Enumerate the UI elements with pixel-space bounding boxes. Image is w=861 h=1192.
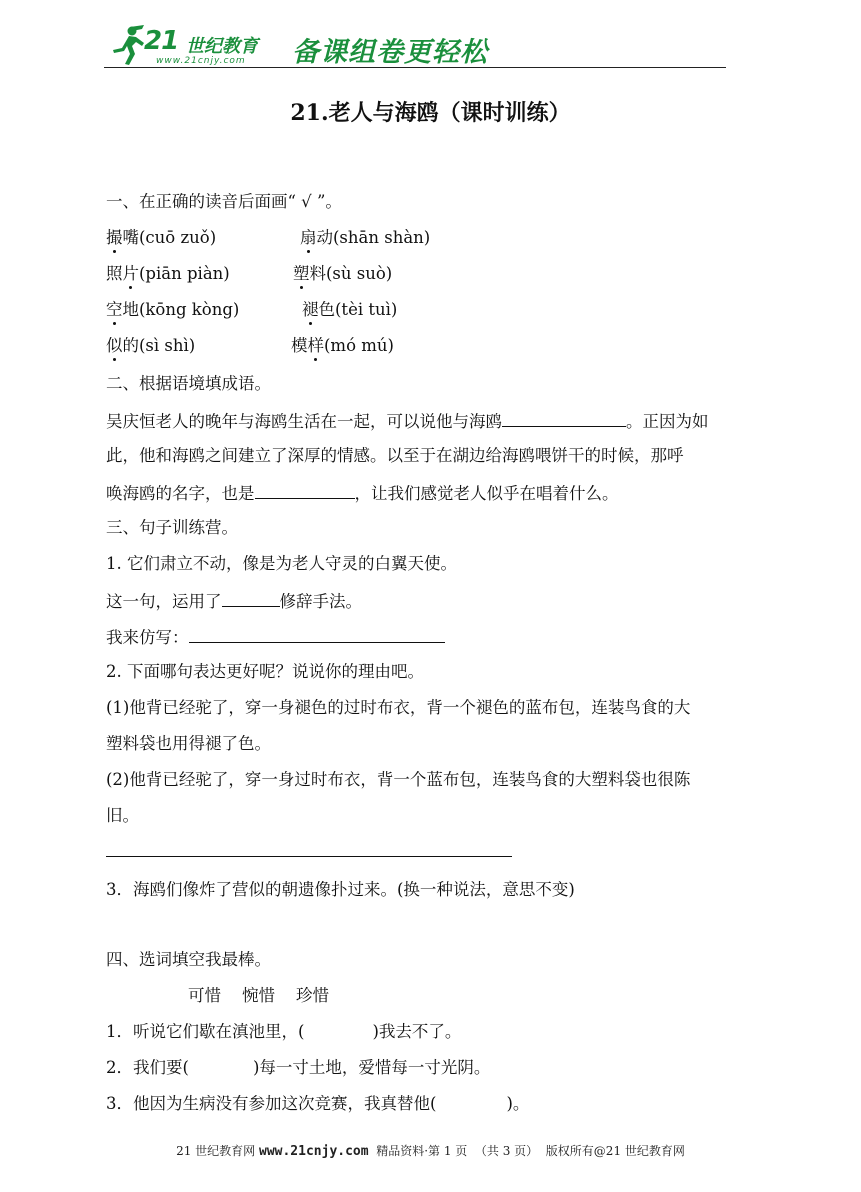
sentence-2-line-2: 旧。 — [106, 806, 139, 825]
sentence-1-line-1: (1)他背已经驼了，穿一身褪色的过时布衣，背一个褪色的蓝布包，连装鸟食的大 — [106, 698, 691, 717]
footer-right: 精品资料·第 1 页 （共 3 页） 版权所有@21 世纪教育网 — [368, 1144, 685, 1158]
answer-blank[interactable] — [502, 408, 626, 427]
page-footer — [0, 1142, 861, 1159]
section2-line-3 — [106, 480, 619, 506]
word-char: 嘴 — [122, 228, 139, 247]
word-options: 可惜 惋惜 珍惜 — [188, 986, 329, 1005]
text-fragment: 3．他因为生病没有参加这次竞赛，我真替他( — [106, 1094, 437, 1113]
runner-logo-icon — [108, 24, 146, 66]
dotted-char: 片 — [123, 262, 140, 286]
logo-number: 21 — [144, 26, 179, 56]
dotted-char: 样 — [308, 334, 325, 358]
pinyin-row-3-left — [106, 298, 239, 322]
fill-item-2 — [106, 1056, 490, 1080]
dotted-char: 似 — [106, 334, 123, 358]
word-char: 照 — [106, 264, 123, 283]
sentence-2-line-1: (2)他背已经驼了，穿一身过时布衣，背一个蓝布包，连装鸟食的大塑料袋也很陈 — [106, 770, 691, 789]
word-char: 的 — [122, 336, 139, 355]
text-fragment: 我来仿写： — [106, 628, 189, 647]
text-fragment: )。 — [506, 1094, 530, 1113]
text-fragment: 唤海鸥的名字，也是 — [106, 484, 255, 503]
text-fragment: 修辞手法。 — [279, 592, 362, 611]
answer-line[interactable] — [106, 856, 512, 857]
pinyin-options: (kōng kòng) — [139, 300, 240, 319]
section2-line-2: 此，他和海鸥之间建立了深厚的情感。以至于在湖边给海鸥喂饼干的时候，那呼 — [106, 446, 684, 465]
pinyin-options: (sì shì) — [139, 336, 196, 355]
answer-blank[interactable] — [222, 588, 280, 607]
logo-text: 世纪教育 — [186, 36, 258, 57]
logo-url: www.21cnjy.com — [156, 56, 246, 66]
text-fragment: 吴庆恒老人的晚年与海鸥生活在一起，可以说他与海鸥 — [106, 412, 502, 431]
word-char: 料 — [309, 264, 326, 283]
pinyin-options: (cuō zuǒ) — [139, 228, 217, 247]
pinyin-row-3-right — [302, 298, 397, 322]
section2-heading: 二、根据语境填成语。 — [106, 374, 271, 393]
pinyin-options: (mó mú) — [324, 336, 394, 355]
header-slogan: 备课组卷更轻松 — [292, 37, 488, 68]
pinyin-row-4-left — [106, 334, 195, 358]
text-fragment: 。正因为如 — [626, 412, 709, 431]
dotted-char: 褪 — [302, 298, 319, 322]
pinyin-row-1-right — [300, 226, 430, 250]
pinyin-row-2-right — [293, 262, 392, 286]
dotted-char: 扇 — [300, 226, 317, 250]
page-title: 21.老人与海鸥（课时训练） — [290, 100, 571, 126]
section3-heading: 三、句子训练营。 — [106, 518, 238, 537]
pinyin-options: (sù suò) — [326, 264, 393, 283]
footer-left: 21 世纪教育网 — [176, 1144, 259, 1158]
word-char: 地 — [122, 300, 139, 319]
answer-blank[interactable] — [189, 624, 445, 643]
footer-site-link[interactable]: www.21cnjy.com — [259, 1144, 369, 1159]
page-header — [104, 22, 726, 70]
question-1-answer — [106, 588, 362, 614]
header-divider — [104, 67, 726, 68]
section1-heading: 一、在正确的读音后面画“ √ ”。 — [106, 192, 342, 211]
word-char: 动 — [316, 228, 333, 247]
pinyin-row-4-right — [291, 334, 394, 358]
dotted-char: 撮 — [106, 226, 123, 250]
word-char: 色 — [318, 300, 335, 319]
dotted-char: 空 — [106, 298, 123, 322]
question-3: 3．海鸥们像炸了营似的朝遗像扑过来。(换一种说法，意思不变) — [106, 880, 575, 899]
pinyin-row-1-left — [106, 226, 216, 250]
pinyin-row-2-left — [106, 262, 230, 286]
pinyin-options: (piān piàn) — [139, 264, 230, 283]
text-fragment: 这一句，运用了 — [106, 592, 222, 611]
fill-item-1 — [106, 1020, 461, 1044]
question-1: 1. 它们肃立不动，像是为老人守灵的白翼天使。 — [106, 554, 457, 573]
section4-heading: 四、选词填空我最棒。 — [106, 950, 271, 969]
pinyin-options: (shān shàn) — [333, 228, 431, 247]
text-fragment: 2．我们要( — [106, 1058, 189, 1077]
imitation-line — [106, 624, 445, 650]
word-char: 模 — [291, 336, 308, 355]
sentence-1-line-2: 塑料袋也用得褪了色。 — [106, 734, 271, 753]
dotted-char: 塑 — [293, 262, 310, 286]
pinyin-options: (tèi tuì) — [335, 300, 398, 319]
text-fragment: )我去不了。 — [372, 1022, 462, 1041]
section2-line-1 — [106, 408, 709, 434]
text-fragment: ，让我们感觉老人似乎在唱着什么。 — [354, 484, 619, 503]
answer-blank[interactable] — [255, 480, 355, 499]
text-fragment: 1．听说它们歇在滇池里，( — [106, 1022, 305, 1041]
question-2: 2. 下面哪句表达更好呢？说说你的理由吧。 — [106, 662, 424, 681]
fill-item-3 — [106, 1092, 529, 1116]
text-fragment: )每一寸土地，爱惜每一寸光阴。 — [252, 1058, 491, 1077]
word-choices — [188, 984, 329, 1008]
